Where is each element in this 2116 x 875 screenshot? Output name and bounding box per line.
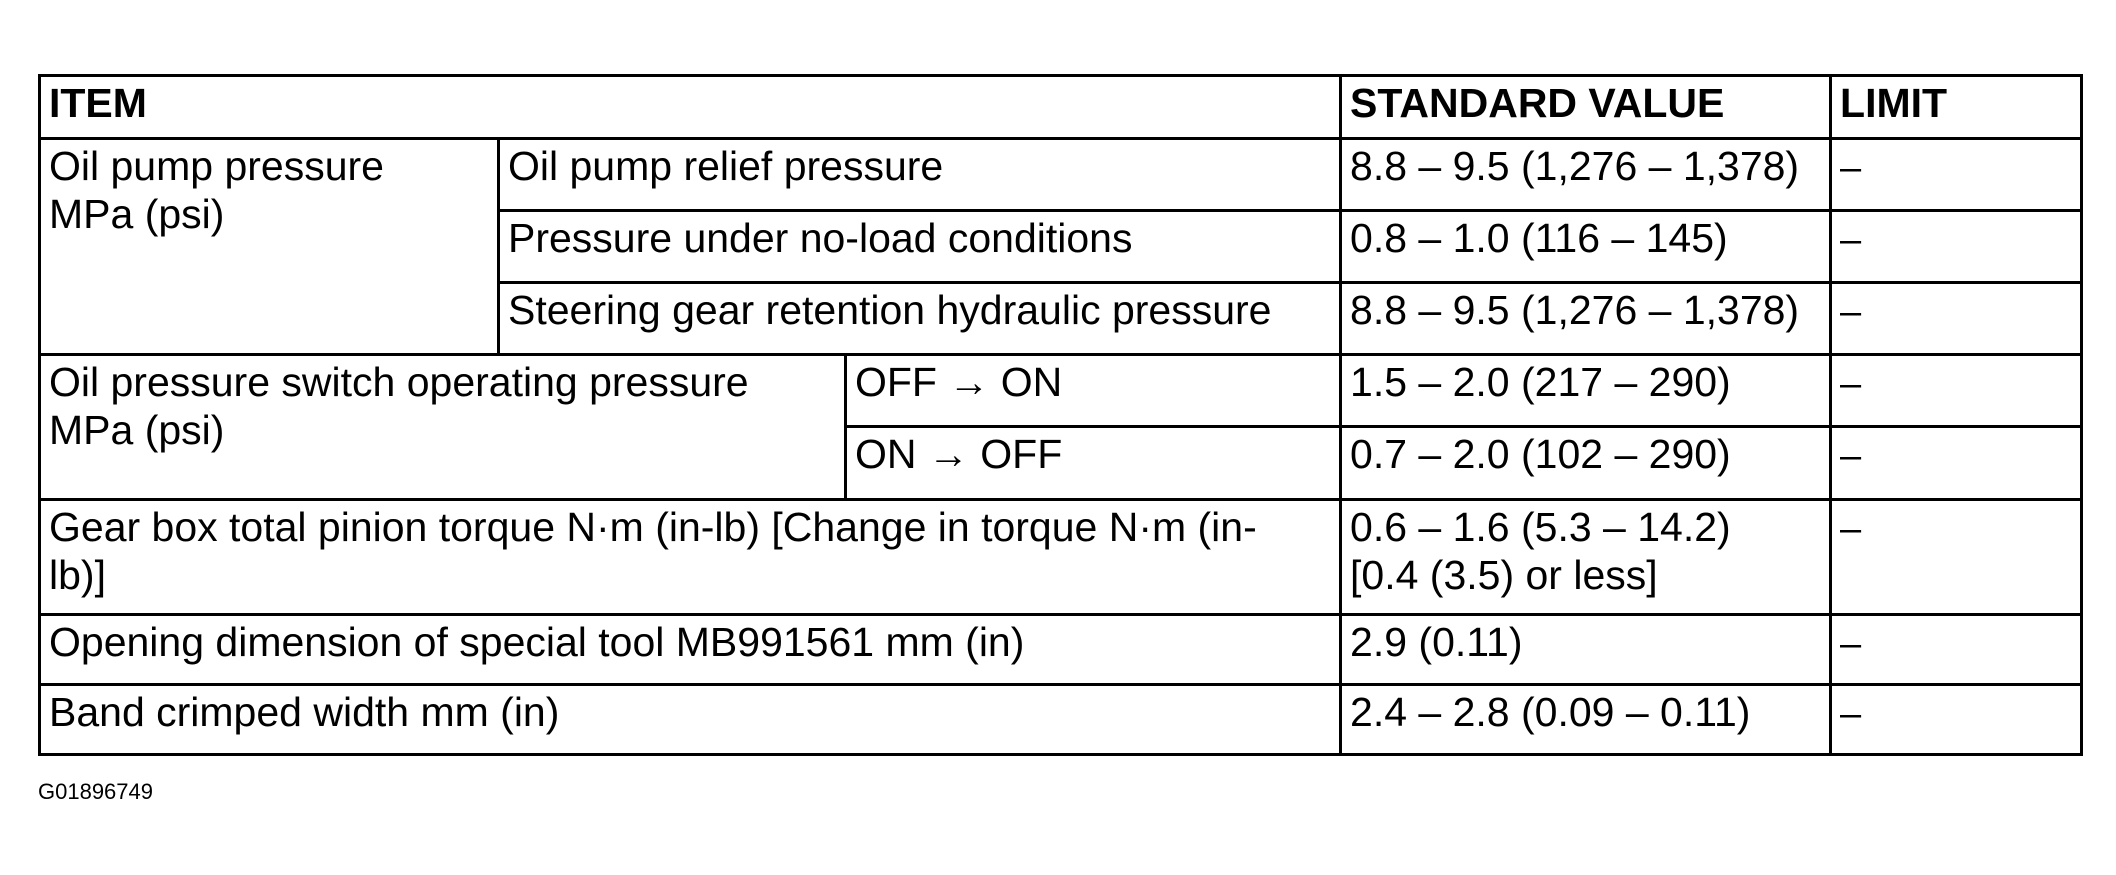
limit-value: –: [1840, 219, 1862, 262]
group-label: Oil pressure switch operating pressure: [49, 359, 749, 406]
item-cell: OFF → ON: [846, 355, 1341, 427]
limit-value: –: [1840, 363, 1862, 406]
standard-value-cell: 1.5 – 2.0 (217 – 290): [1341, 355, 1831, 427]
figure-id: G01896749: [38, 779, 153, 804]
standard-value-line: [0.4 (3.5) or less]: [1350, 551, 1658, 598]
standard-value-cell: [1341, 499, 1831, 614]
specifications-table: [38, 74, 2083, 756]
group-unit: MPa (psi): [49, 191, 225, 238]
limit-cell: [1831, 283, 2082, 355]
header-row: [40, 76, 2082, 139]
group-label: Oil pump pressure: [49, 143, 384, 190]
table-row: [40, 139, 2082, 211]
item-cell: Steering gear retention hydraulic pressure: [499, 283, 1341, 355]
standard-value-cell: 8.8 – 9.5 (1,276 – 1,378): [1341, 139, 1831, 211]
table-row: [40, 614, 2082, 684]
table-row: [40, 499, 2082, 614]
header-limit: LIMIT: [1831, 76, 2082, 139]
item-cell: Pressure under no-load conditions: [499, 211, 1341, 283]
standard-value-cell: 8.8 – 9.5 (1,276 – 1,378): [1341, 283, 1831, 355]
group-unit: MPa (psi): [49, 407, 225, 454]
item-text-line: Gear box total pinion torque N·m (in-lb) [Change in torque N·m (in-: [49, 503, 1257, 550]
limit-value: –: [1840, 291, 1862, 334]
item-text-line: lb)]: [49, 551, 106, 598]
standard-value-line: 0.6 – 1.6 (5.3 – 14.2): [1350, 503, 1731, 550]
limit-cell: [1831, 355, 2082, 427]
table-row: [40, 355, 2082, 427]
oil-pressure-switch-group: [40, 355, 846, 499]
item-cell: Opening dimension of special tool MB991561 mm (in): [40, 614, 1341, 684]
standard-value-cell: 2.4 – 2.8 (0.09 – 0.11): [1341, 684, 1831, 754]
header-standard-value: STANDARD VALUE: [1341, 76, 1831, 139]
limit-cell: [1831, 499, 2082, 614]
limit-cell: [1831, 427, 2082, 499]
item-cell: [40, 499, 1341, 614]
item-cell: Band crimped width mm (in): [40, 684, 1341, 754]
limit-value: –: [1840, 147, 1862, 190]
table-row: [40, 684, 2082, 754]
limit-cell: [1831, 139, 2082, 211]
item-cell: Oil pump relief pressure: [499, 139, 1341, 211]
limit-value: –: [1840, 692, 1862, 735]
limit-value: –: [1840, 622, 1862, 665]
limit-cell: [1831, 684, 2082, 754]
item-cell: ON → OFF: [846, 427, 1341, 499]
limit-cell: [1831, 211, 2082, 283]
limit-cell: [1831, 614, 2082, 684]
header-item: ITEM: [40, 76, 1341, 139]
standard-value-cell: 0.7 – 2.0 (102 – 290): [1341, 427, 1831, 499]
limit-value: –: [1840, 507, 1862, 550]
limit-value: –: [1840, 435, 1862, 478]
standard-value-cell: 2.9 (0.11): [1341, 614, 1831, 684]
standard-value-cell: 0.8 – 1.0 (116 – 145): [1341, 211, 1831, 283]
oil-pump-pressure-group: [40, 139, 499, 355]
